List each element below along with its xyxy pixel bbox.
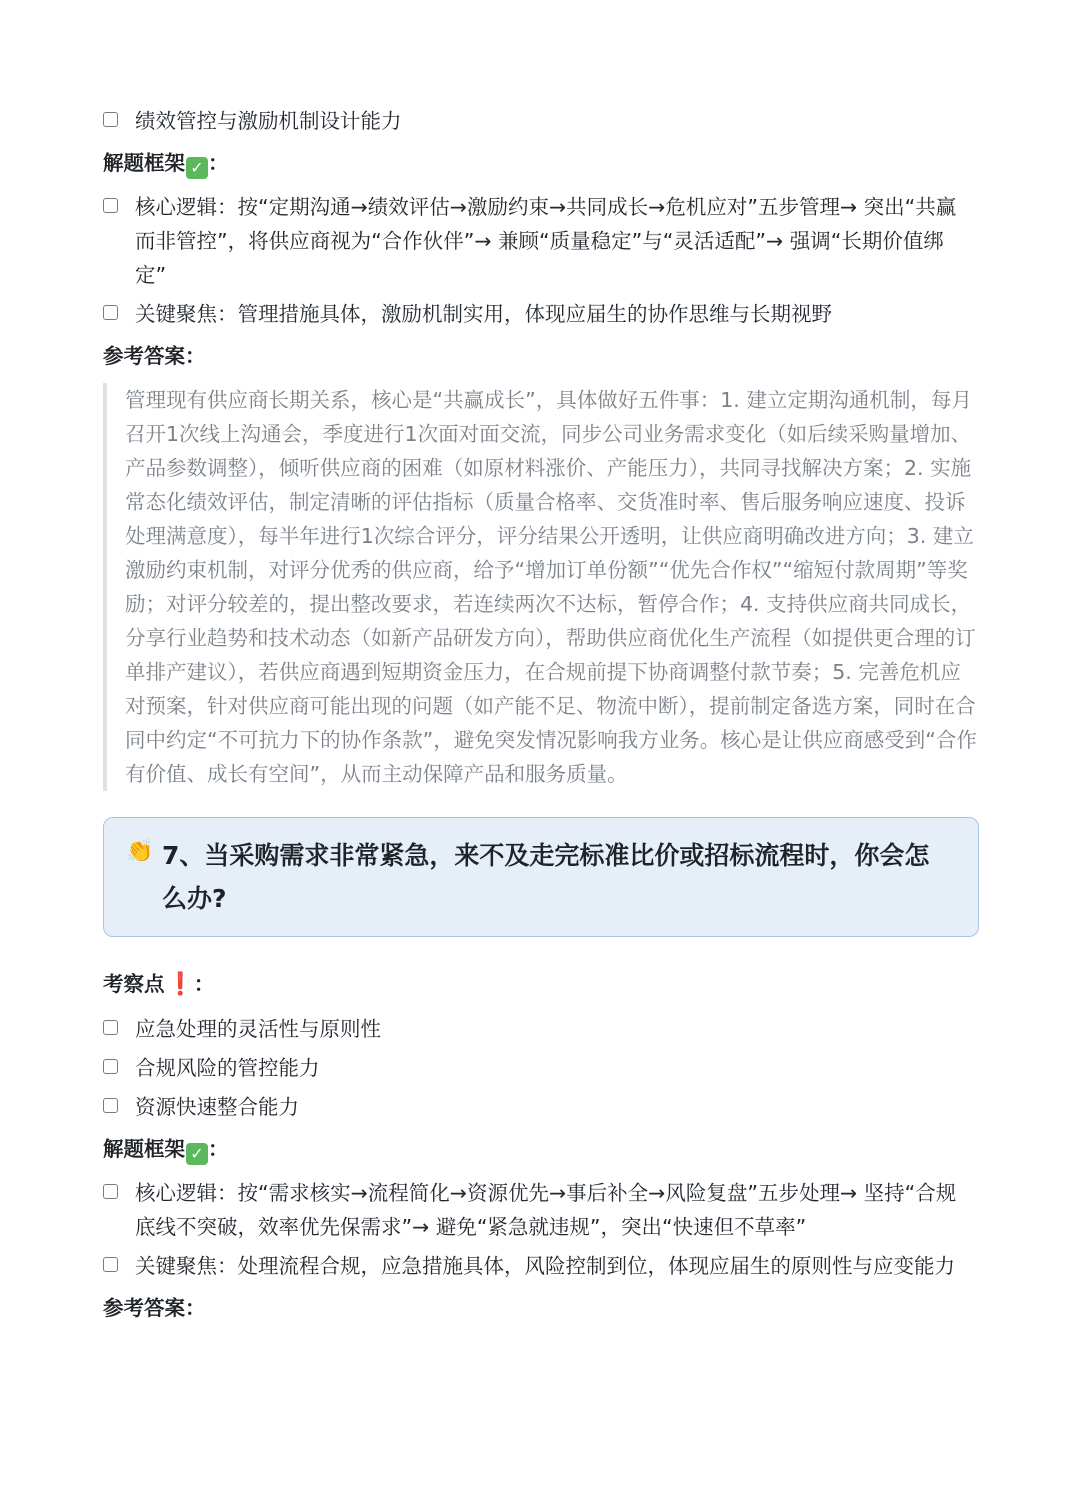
answer-heading: 参考答案：	[103, 344, 206, 368]
list-item-text: 绩效管控与激励机制设计能力	[135, 109, 402, 133]
checkbox[interactable]	[103, 1257, 118, 1272]
list-item	[103, 1176, 979, 1244]
colon: ：	[193, 972, 215, 996]
answer-heading: 参考答案：	[103, 1296, 206, 1320]
list-item	[103, 1012, 979, 1046]
list-item	[103, 104, 979, 138]
framework-heading	[103, 146, 979, 180]
framework-label: 解题框架	[103, 1137, 185, 1161]
colon: ：	[208, 1137, 229, 1161]
list-item-text: 关键聚焦：管理措施具体，激励机制实用，体现应届生的协作思维与长期视野	[135, 302, 832, 326]
points-label: 考察点	[103, 972, 165, 996]
checkbox[interactable]	[103, 1059, 118, 1074]
list-item	[103, 1249, 979, 1283]
question-callout	[103, 817, 979, 937]
list-item	[103, 297, 979, 331]
list-item-text: 资源快速整合能力	[135, 1095, 299, 1119]
checkbox[interactable]	[103, 112, 118, 127]
list-item	[103, 190, 979, 292]
list-item	[103, 1090, 979, 1124]
framework-label: 解题框架	[103, 151, 185, 175]
exclamation-icon: ❗	[166, 972, 194, 997]
check-mark-icon: ✓	[186, 1143, 208, 1165]
list-item-text: 合规风险的管控能力	[135, 1056, 320, 1080]
framework-heading	[103, 1132, 979, 1166]
list-item	[103, 1051, 979, 1085]
checkbox[interactable]	[103, 1020, 118, 1035]
answer-blockquote: 管理现有供应商长期关系，核心是“共赢成长”，具体做好五件事：1. 建立定期沟通机制，每月召开1次线上沟通会，季度进行1次面对面交流，同步公司业务需求变化（如后续采购量增加、产品参数调整），倾听供应商的困难（如原材料涨价、产能压力），共同寻找解决方案；2. 实施常态化绩效评估，制定清晰的评估指标（质量合格率、交货准时率、售后服务响应速度、投诉处理满意度），每半年进行1次综合评分，评分结果公开透明，让供应商明确改进方向；3. 建立激励约束机制，对评分优秀的供应商，给予“增加订单份额”“优先合作权”“缩短付款周期”等奖励；对评分较差的，提出整改要求，若连续两次不达标，暂停合作；4. 支持供应商共同成长，分享行业趋势和技术动态（如新产品研发方向），帮助供应商优化生产流程（如提供更合理的订单排产建议），若供应商遇到短期资金压力，在合规前提下协商调整付款节奏；5. 完善危机应对预案，针对供应商可能出现的问题（如产能不足、物流中断），提前制定备选方案，同时在合同中约定“不可抗力下的协作条款”，避免突发情况影响我方业务。核心是让供应商感受到“合作有价值、成长有空间”，从而主动保障产品和服务质量。	[103, 383, 979, 791]
document-page	[103, 104, 979, 1335]
points-heading	[103, 967, 979, 1002]
list-item-text: 核心逻辑：按“需求核实→流程简化→资源优先→事后补全→风险复盘”五步处理→ 坚持“合规底线不突破，效率优先保需求”→ 避免“紧急就违规”，突出“快速但不草率”	[135, 1181, 957, 1239]
list-item-text: 关键聚焦：处理流程合规，应急措施具体，风险控制到位，体现应届生的原则性与应变能力	[135, 1254, 955, 1278]
colon: ：	[208, 151, 229, 175]
checkbox[interactable]	[103, 198, 118, 213]
checkbox[interactable]	[103, 1184, 118, 1199]
list-item-text: 核心逻辑：按“定期沟通→绩效评估→激励约束→共同成长→危机应对”五步管理→ 突出“共赢而非管控”，将供应商视为“合作伙伴”→ 兼顾“质量稳定”与“灵活适配”→ 强调“长期价值绑定”	[135, 195, 957, 287]
checkbox[interactable]	[103, 305, 118, 320]
clapping-hands-icon: 👏	[126, 839, 154, 864]
question-title: 7、当采购需求非常紧急，来不及走完标准比价或招标流程时，你会怎么办?	[162, 841, 930, 913]
checkbox[interactable]	[103, 1098, 118, 1113]
check-mark-icon: ✓	[186, 157, 208, 179]
list-item-text: 应急处理的灵活性与原则性	[135, 1017, 381, 1041]
